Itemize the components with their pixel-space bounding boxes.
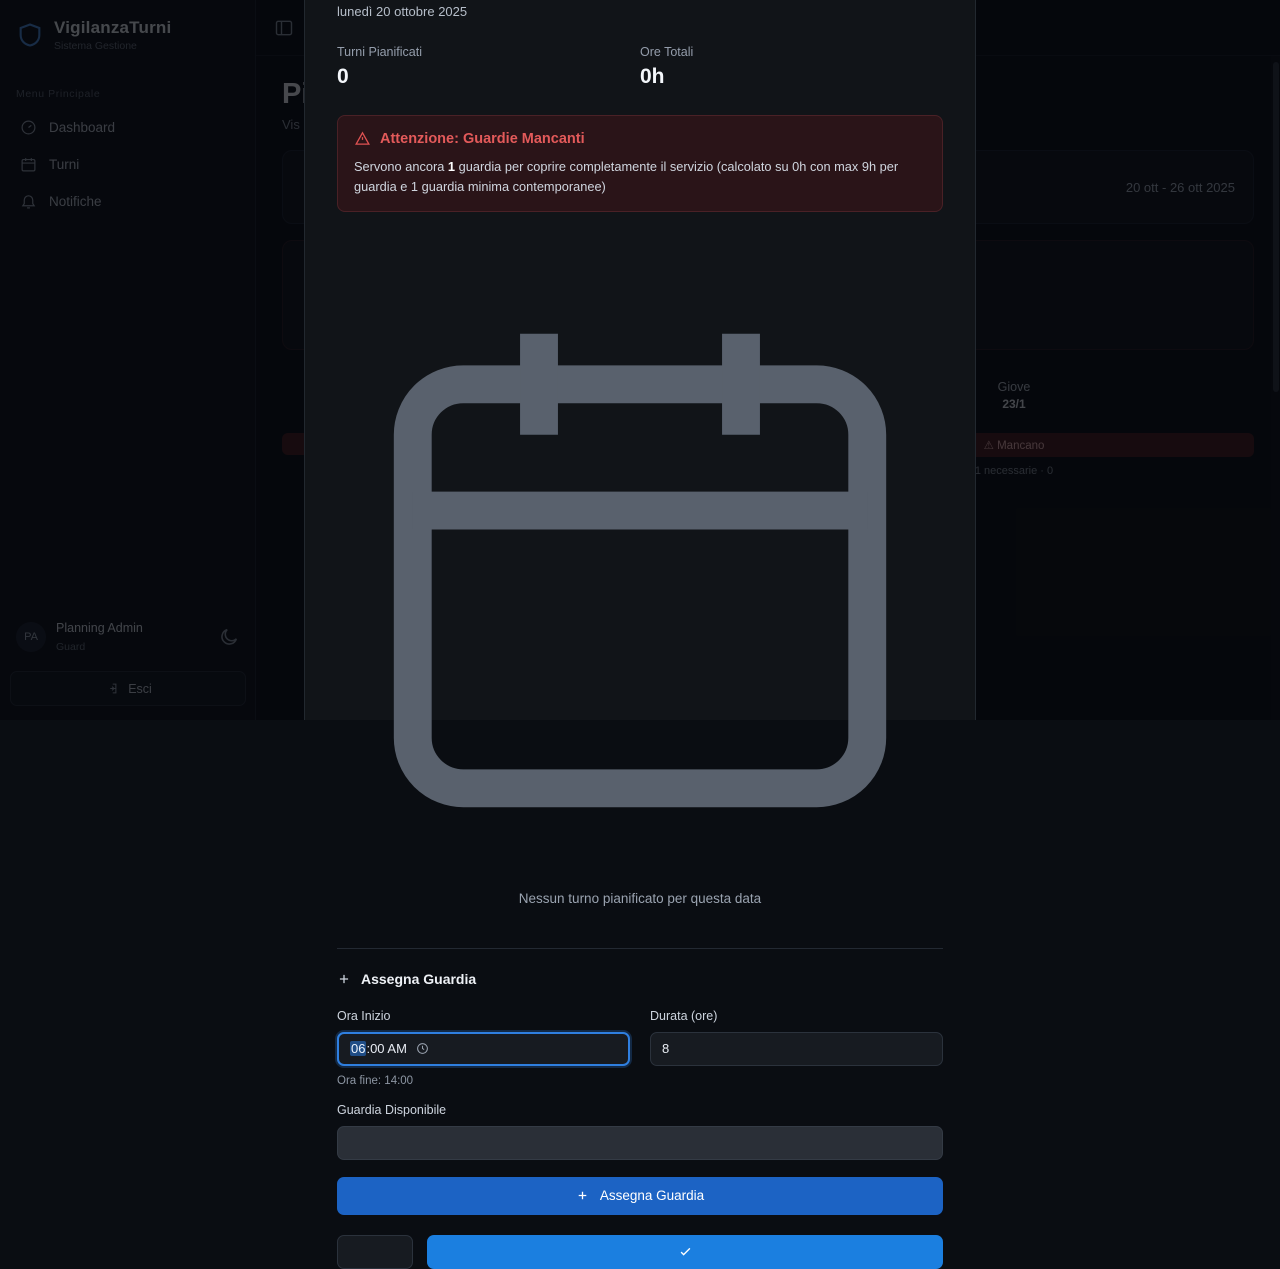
empty-state — [337, 212, 943, 940]
assign-guard-label: Assegna Guardia — [599, 1188, 705, 1204]
check-icon — [678, 1244, 693, 1259]
available-guard-label: Guardia Disponibile — [337, 1102, 447, 1117]
divider — [337, 948, 943, 949]
field-available-guard — [337, 1103, 943, 1160]
alert-text-after: guardia per coprire completamente il servizio (calcolato su 0h con max 9h per guardia e 1 guardia minima contemporanee) — [354, 159, 899, 194]
summary-label: Turni Pianificati — [337, 45, 422, 59]
assign-guard-button[interactable] — [337, 1177, 943, 1215]
alert-body — [354, 157, 926, 197]
summary-value: 0h — [640, 65, 665, 88]
start-time-rest: :00 AM — [366, 1041, 407, 1057]
summary-label: Ore Totali — [640, 45, 694, 59]
duration-label: Durata (ore) — [650, 1008, 718, 1023]
missing-guards-alert — [337, 115, 943, 212]
cancel-button[interactable] — [337, 1235, 413, 1269]
field-start-time — [337, 1009, 630, 1087]
plus-icon — [576, 1189, 589, 1202]
clock-icon[interactable] — [416, 1042, 429, 1055]
summary-item-turni — [337, 45, 640, 89]
duration-input[interactable] — [650, 1032, 943, 1066]
duration-value: 8 — [662, 1041, 670, 1057]
start-time-label: Ora Inizio — [337, 1008, 391, 1023]
summary-item-ore — [640, 45, 943, 89]
confirm-button[interactable] — [427, 1235, 943, 1269]
assign-section-title: Assegna Guardia — [361, 970, 477, 987]
modal-summary — [337, 45, 943, 89]
alert-triangle-icon — [354, 130, 371, 147]
start-time-input[interactable] — [337, 1032, 630, 1066]
empty-state-text: Nessun turno pianificato per questa data — [518, 890, 762, 906]
calendar-icon — [337, 851, 943, 868]
alert-title: Attenzione: Guardie Mancanti — [380, 130, 585, 147]
start-time-hour-selected[interactable]: 06 — [351, 1041, 366, 1057]
modal-footer — [337, 1235, 943, 1269]
assign-section-header — [337, 971, 943, 987]
assign-fields — [337, 1009, 943, 1087]
end-time-hint: Ora fine: 14:00 — [337, 1074, 414, 1087]
plus-icon — [337, 972, 351, 986]
available-guard-select[interactable] — [337, 1126, 943, 1160]
summary-value: 0 — [337, 65, 349, 88]
modal-date-title: lunedì 20 ottobre 2025 — [337, 4, 468, 19]
alert-count: 1 — [447, 159, 456, 174]
alert-text-before: Servono ancora — [354, 159, 448, 174]
field-duration — [650, 1009, 943, 1087]
shift-detail-modal — [304, 0, 976, 1204]
